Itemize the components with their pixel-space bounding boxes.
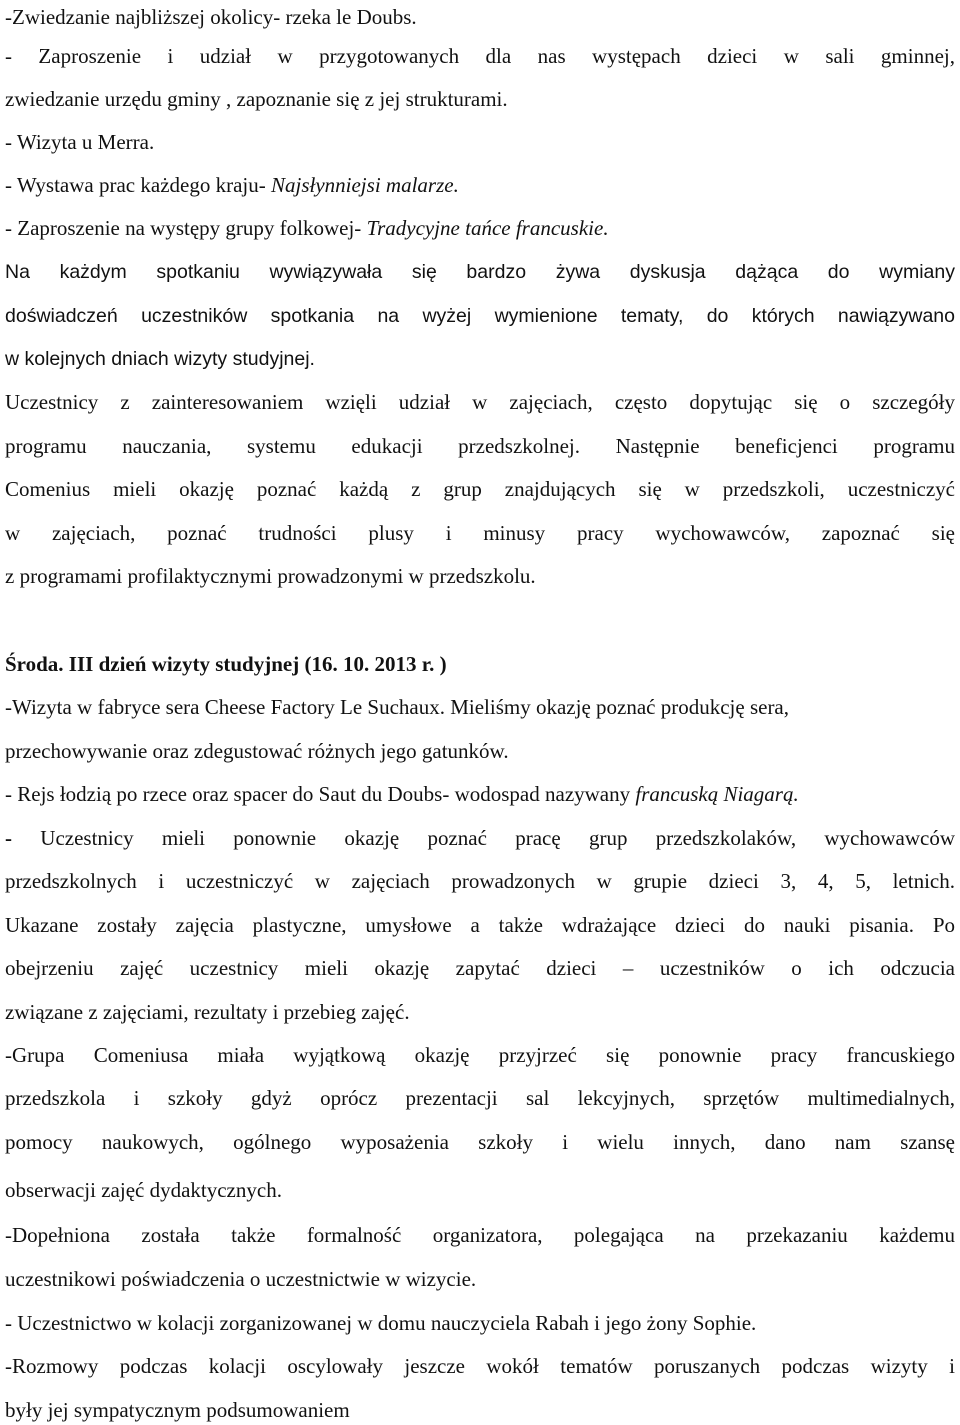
- text-span: -Grupa Comeniusa miała wyjątkową okazję przyjrzeć się ponownie pracy francuskiego: [5, 1043, 955, 1067]
- text-line: [5, 301, 955, 331]
- heading-text: Środa. III dzień wizyty studyjnej (16. 10. 2013 r. ): [5, 652, 447, 676]
- text-span: Po: [932, 913, 955, 937]
- italic-text-span: francuską Niagarą.: [635, 782, 799, 806]
- text-line: [5, 1308, 955, 1338]
- text-span: -Zwiedzanie najbliższej okolicy- rzeka le Doubs.: [5, 5, 417, 29]
- text-line: [5, 997, 955, 1027]
- text-span: Uczestnicy mieli ponownie okazję poznać pracę grup przedszkolaków, wychowawców: [40, 826, 955, 850]
- text-span: z programami profilaktycznymi prowadzonymi w przedszkolu.: [5, 564, 536, 588]
- text-line: [5, 41, 955, 71]
- text-span: -Dopełniona została także formalność organizatora, polegająca na przekazaniu każdemu: [5, 1223, 955, 1247]
- text-span: przedszkola i szkoły gdyż oprócz prezentacji sal lekcyjnych, sprzętów multimedialnych,: [5, 1086, 955, 1110]
- section-heading: [5, 649, 955, 679]
- text-line: [5, 692, 955, 722]
- text-line: [5, 127, 955, 157]
- text-span: doświadczeń uczestników spotkania na wyżej wymienione tematy, do których nawiązywano: [5, 305, 955, 327]
- text-line: [5, 1395, 955, 1425]
- text-line: [5, 1220, 955, 1250]
- text-span: - Zaproszenie na występy grupy folkowej-: [5, 216, 367, 240]
- text-span: Uczestnicy z zainteresowaniem wzięli udział w zajęciach, często dopytując się o szczegóły: [5, 390, 955, 414]
- text-line: [5, 170, 955, 200]
- text-span: Ukazane zostały zajęcia plastyczne, umysłowe a także wdrażające dzieci do nauki pisania.: [5, 913, 933, 937]
- text-line: [5, 1040, 955, 1070]
- italic-text-span: Najsłynniejsi malarze.: [270, 173, 459, 197]
- text-line: [5, 213, 955, 243]
- text-span: przechowywanie oraz zdegustować różnych jego gatunków.: [5, 739, 509, 763]
- text-span: Comenius mieli okazję poznać każdą z grup znajdujących się w przedszkoli, uczestniczyć: [5, 477, 955, 501]
- text-span: uczestnikowi poświadczenia o uczestnictwie w wizycie.: [5, 1267, 477, 1291]
- text-span: były jej sympatycznym podsumowaniem: [5, 1398, 350, 1422]
- text-span: w zajęciach, poznać trudności plusy i minusy pracy wychowawców, zapoznać się: [5, 521, 955, 545]
- text-line: [5, 779, 955, 809]
- text-line: [5, 1127, 955, 1157]
- text-line: [5, 257, 955, 287]
- text-line: [5, 1083, 955, 1113]
- text-line: [5, 1264, 955, 1294]
- text-line: [5, 84, 955, 114]
- text-span: obserwacji zajęć dydaktycznych.: [5, 1178, 282, 1202]
- text-line: [5, 1351, 955, 1381]
- text-span: - Wizyta u Merra.: [5, 130, 155, 154]
- text-span: - Zaproszenie i udział w przygotowanych dla nas występach dzieci w sali gminnej,: [5, 44, 955, 68]
- text-line: [5, 431, 955, 461]
- text-line: [5, 344, 955, 374]
- text-span: Na każdym spotkaniu wywiązywała się bardzo żywa dyskusja dążąca do wymiany: [5, 261, 955, 283]
- text-span: pomocy naukowych, ogólnego wyposażenia szkoły i wielu innych, dano nam szansę: [5, 1130, 955, 1154]
- text-line: [5, 953, 955, 983]
- text-line: [5, 1175, 955, 1205]
- text-line: [5, 823, 955, 853]
- bold-text-span: -: [5, 826, 41, 850]
- text-span: Następnie beneficjenci programu: [615, 434, 955, 458]
- text-line: [5, 387, 955, 417]
- text-span: -Rozmowy podczas kolacji oscylowały jeszcze wokół tematów poruszanych podczas wizyty i: [5, 1354, 955, 1378]
- text-span: - Rejs łodzią po rzece oraz spacer do Saut du Doubs- wodospad nazywany: [5, 782, 636, 806]
- text-line: [5, 866, 955, 896]
- text-line: [5, 910, 955, 940]
- text-line: [5, 561, 955, 591]
- text-span: przedszkolnych i uczestniczyć w zajęciach prowadzonych w grupie dzieci 3, 4, 5, letnich.: [5, 869, 955, 893]
- text-span: Mieliśmy okazję poznać produkcję sera,: [450, 695, 790, 719]
- text-span: związane z zajęciami, rezultaty i przebieg zajęć.: [5, 1000, 410, 1024]
- italic-text-span: Tradycyjne tańce francuskie.: [366, 216, 609, 240]
- text-line: [5, 474, 955, 504]
- text-span: obejrzeniu zajęć uczestnicy mieli okazję zapytać dzieci – uczestników o ich odczucia: [5, 956, 955, 980]
- text-line: [5, 736, 955, 766]
- text-span: w kolejnych dniach wizyty studyjnej.: [5, 348, 315, 370]
- text-span: programu nauczania, systemu edukacji przedszkolnej.: [5, 434, 616, 458]
- text-span: - Wystawa prac każdego kraju-: [5, 173, 271, 197]
- text-line: [5, 518, 955, 548]
- text-span: zwiedzanie urzędu gminy , zapoznanie się z jej strukturami.: [5, 87, 508, 111]
- text-span: -Wizyta w fabryce sera Cheese Factory Le Suchaux.: [5, 695, 451, 719]
- text-span: - Uczestnictwo w kolacji zorganizowanej w domu nauczyciela Rabah i jego żony Sophie.: [5, 1311, 757, 1335]
- text-line: [5, 2, 955, 32]
